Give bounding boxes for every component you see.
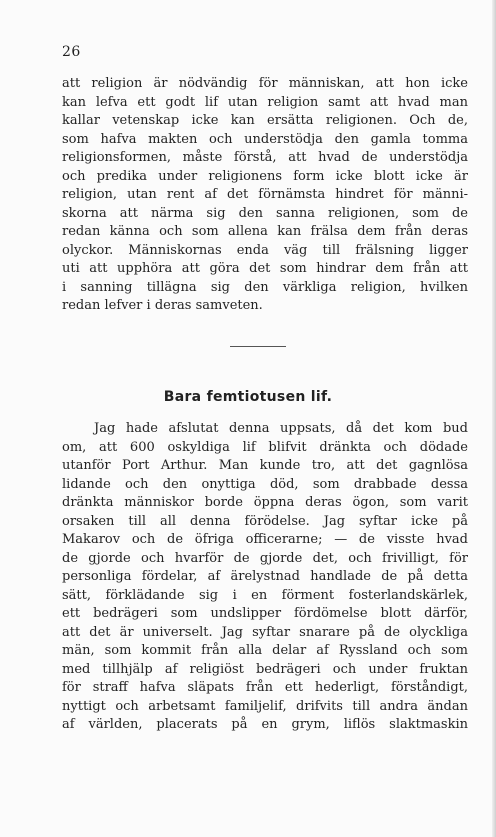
text-line: med tillhjälp af religiöst bedrägeri och under fruktan [62, 661, 468, 677]
text-line: af världen, placerats på en grym, liflös slaktmaskin [62, 717, 468, 732]
text-line: skorna att närma sig den sanna religionen, som de [62, 205, 468, 221]
text-line: lidande och den onyttiga död, som drabbade dessa [62, 476, 468, 492]
text-line: ett bedrägeri som undslipper fördömelse blott därför, [62, 606, 468, 621]
text-line: i sanning tillägna sig den värkliga religion, hvilken [62, 279, 468, 295]
text-line: Makarov och de öfriga officerarne; — de visste hvad [62, 532, 468, 547]
text-line: som hafva makten och understödja den gamla tomma [62, 131, 468, 147]
page-number: 26 [62, 44, 81, 60]
text-line: män, som kommit från alla delar af Ryssland och som [62, 643, 468, 658]
text-line: Jag hade afslutat denna uppsats, då det kom bud [94, 421, 468, 436]
text-line: att religion är nödvändig för människan, att hon icke [62, 76, 468, 91]
text-line: för straff hafva släpats från ett hederligt, förståndigt, [62, 680, 468, 695]
text-line: dränkta människor borde öppna deras ögon, som varit [62, 495, 468, 510]
text-line: uti att upphöra att göra det som hindrar dem från att [62, 261, 468, 276]
text-line: om, att 600 oskyldiga lif blifvit dränkta och dödade [62, 439, 468, 455]
page-edge [492, 0, 496, 837]
text-line: olyckor. Människornas enda väg till frälsning ligger [62, 242, 468, 258]
text-line: redan lefver i deras samveten. [62, 298, 263, 313]
text-line: religion, utan rent af det förnämsta hindret för männi- [62, 187, 468, 202]
text-line: personliga fördelar, af ärelystnad handlade de på detta [62, 569, 468, 584]
text-line: nyttigt och arbetsamt familjelif, drifvits till andra ändan [62, 698, 468, 714]
text-line: att det är universelt. Jag syftar snarare på de olyckliga [62, 624, 468, 640]
text-line: de gjorde och hvarför de gjorde det, och frivilligt, för [62, 550, 468, 566]
text-line: och predika under religionens form icke blott icke är [62, 168, 468, 184]
section-heading: Bara femtiotusen lif. [163, 389, 333, 405]
text-line: sätt, förklädande sig i en förment fosterlandskärlek, [62, 587, 468, 603]
text-line: utanför Port Arthur. Man kunde tro, att det gagnlösa [62, 458, 468, 473]
text-line: redan känna och som allena kan frälsa dem från deras [62, 224, 468, 239]
text-line: orsaken till all denna förödelse. Jag syftar icke på [62, 513, 468, 529]
section-divider [230, 346, 286, 347]
paragraph-religion [62, 75, 468, 316]
text-line: kan lefva ett godt lif utan religion samt att hvad man [62, 94, 468, 110]
paragraph-fifty-thousand-lives [62, 420, 468, 735]
text-line: kallar vetenskap icke kan ersätta religionen. Och de, [62, 113, 468, 128]
text-line: religionsformen, måste förstå, att hvad de understödja [62, 150, 468, 165]
